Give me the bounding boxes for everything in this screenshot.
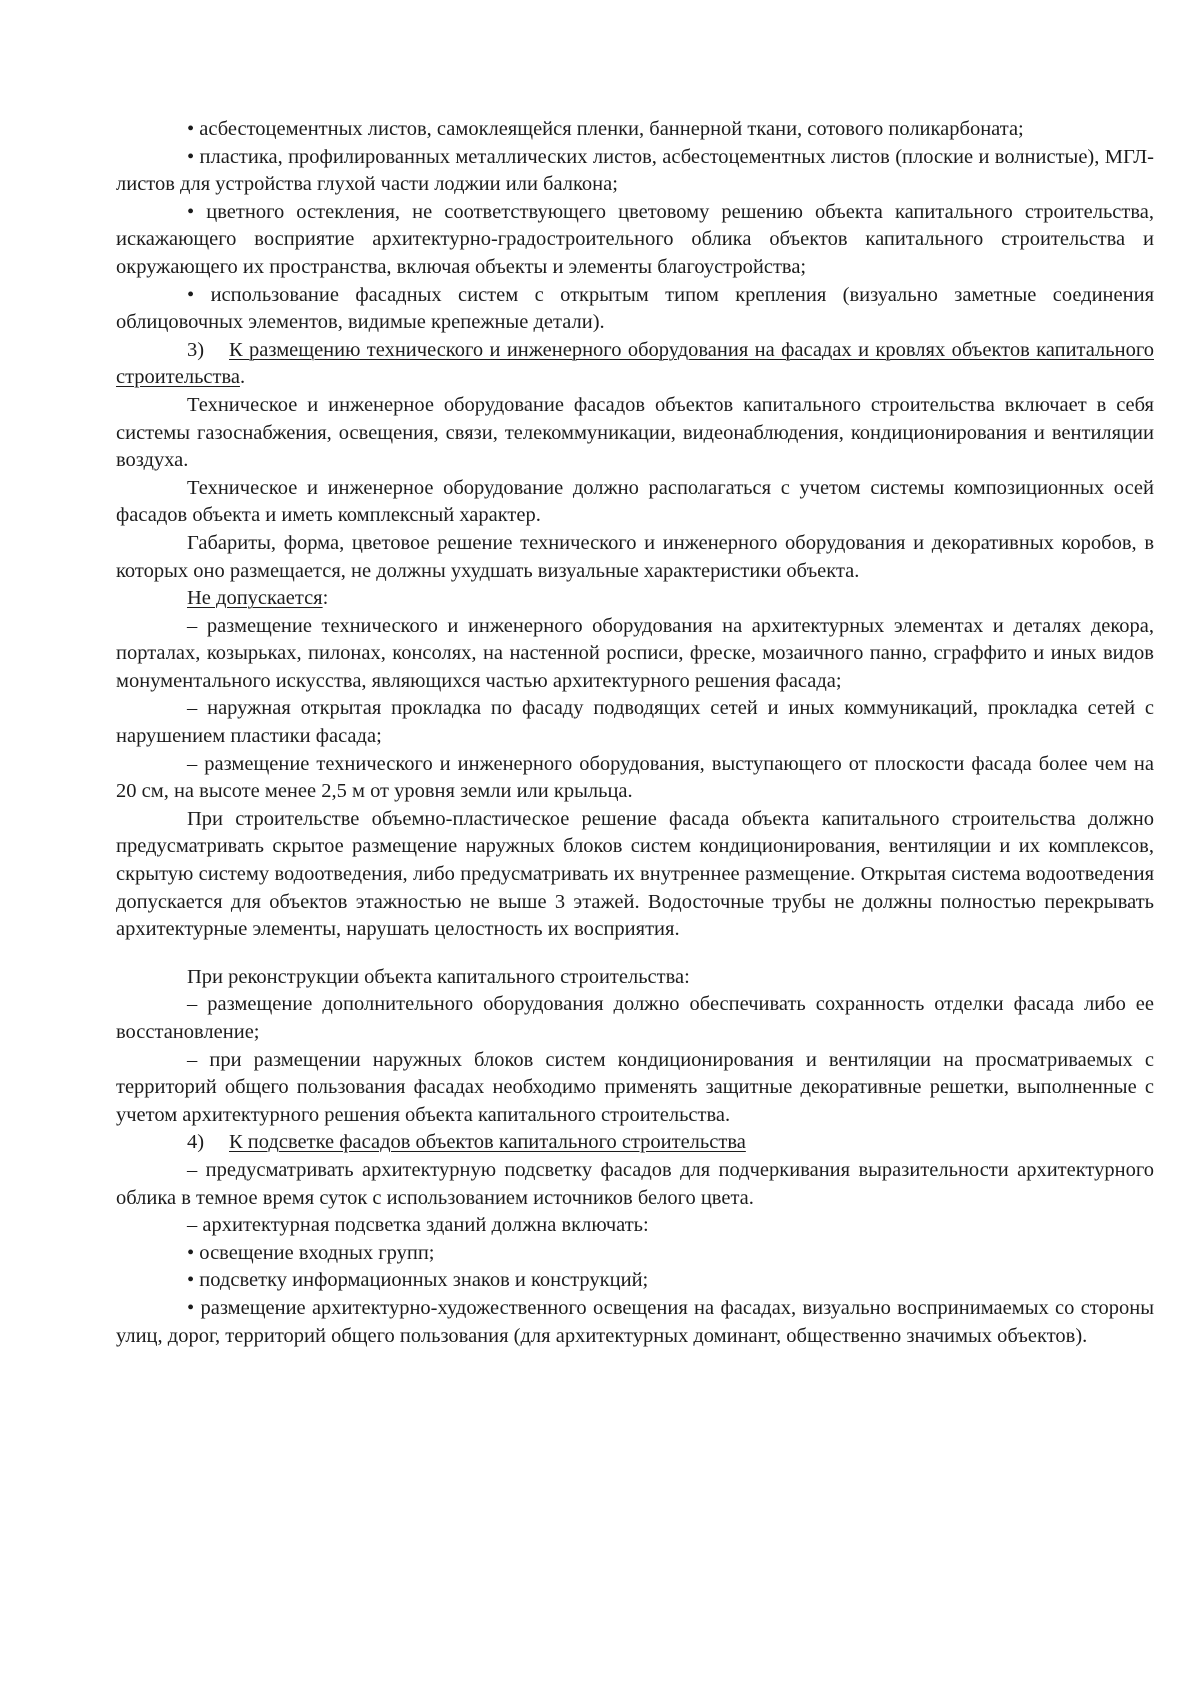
section-3-heading	[116, 337, 1154, 392]
reconstruction-item-1: – размещение дополнительного оборудования должно обеспечивать сохранность отделки фасада либо ее восстановление;	[116, 993, 1154, 1043]
reconstruction-item-2: – при размещении наружных блоков систем кондиционирования и вентиляции на просматриваемых с территорий общего пользования фасадах необходимо применять защитные декоративные решетки, выполненные с учетом архитектурного решения объекта капитального строительства.	[116, 1048, 1154, 1126]
section-3-number: 3)	[187, 338, 205, 361]
material-item-1: • асбестоцементных листов, самоклеящейся пленки, баннерной ткани, сотового поликарбоната;	[187, 118, 1024, 140]
section-4-heading-text: К подсветке фасадов объектов капитального строительства	[229, 1131, 746, 1154]
material-item-3: • цветного остекления, не соответствующего цветовому решению объекта капитального строительства, искажающего восприятие архитектурно-градостроительного облика объектов капитального строительства и окружающего их пространства, включая объекты и элементы благоустройства;	[116, 200, 1154, 278]
not-allowed-text: Не допускается	[187, 587, 323, 610]
section-4-number: 4)	[187, 1131, 205, 1154]
not-allowed-label	[116, 585, 1154, 613]
not-allowed-item-2: – наружная открытая прокладка по фасаду подводящих сетей и иных коммуникаций, прокладка сетей с нарушением пластики фасада;	[116, 697, 1154, 748]
section-3-heading-text: К размещению технического и инженерного оборудования на фасадах и кровлях объектов капитального строительства	[116, 338, 1154, 389]
section-3-paragraph-3: Габариты, форма, цветовое решение технического и инженерного оборудования и декоративных коробов, в которых оно размещается, не должны ухудшать визуальные характеристики объекта.	[116, 531, 1154, 582]
section-3-paragraph-1: Техническое и инженерное оборудование фасадов объектов капитального строительства включает в себя системы газоснабжения, освещения, связи, телекоммуникации, видеонаблюдения, кондиционирования и вентиляции воздуха.	[116, 393, 1154, 472]
lighting-item-4: • подсветку информационных знаков и конструкций;	[187, 1269, 649, 1292]
paragraph-gap	[116, 944, 1154, 964]
section-4-heading	[116, 1129, 1154, 1157]
material-item-2: • пластика, профилированных металлических листов, асбестоцементных листов (плоские и волнистые), МГЛ-листов для устройства глухой части лоджии или балкона;	[116, 145, 1154, 196]
material-item-4: • использование фасадных систем с открытым типом крепления (визуально заметные соединения облицовочных элементов, видимые крепежные детали).	[116, 283, 1154, 334]
lighting-item-1: – предусматривать архитектурную подсветку фасадов для подчеркивания выразительности архитектурного облика в темное время суток с использованием источников белого цвета.	[116, 1158, 1154, 1209]
document-page	[116, 116, 1154, 1350]
lighting-item-3: • освещение входных групп;	[187, 1241, 435, 1264]
section-3-paragraph-2: Техническое и инженерное оборудование должно располагаться с учетом системы композиционных осей фасадов объекта и иметь комплексный характер.	[116, 476, 1154, 527]
not-allowed-item-1: – размещение технического и инженерного оборудования на архитектурных элементах и деталях декора, порталах, козырьках, пилонах, консолях, на настенной росписи, фреске, мозаичного панно, сграффито и иных видов монументального искусства, являющихся частью архитектурного решения фасада;	[116, 614, 1154, 692]
not-allowed-item-3: – размещение технического и инженерного оборудования, выступающего от плоскости фасада более чем на 20 см, на высоте менее 2,5 м от уровня земли или крыльца.	[116, 752, 1154, 803]
lighting-item-2: – архитектурная подсветка зданий должна включать:	[187, 1214, 649, 1237]
section-3-heading-end: .	[239, 366, 246, 389]
not-allowed-colon: :	[322, 587, 329, 610]
construction-paragraph: При строительстве объемно-пластическое решение фасада объекта капитального строительства должно предусматривать скрытое размещение наружных блоков систем кондиционирования, вентиляции и их комплексов, скрытую систему водоотведения, либо предусматривать их внутреннее размещение. Открытая система водоотведения допускается для объектов этажностью не выше 3 этажей. Водосточные трубы не должны полностью перекрывать архитектурные элементы, нарушать целостность их восприятия.	[116, 807, 1154, 941]
reconstruction-intro: При реконструкции объекта капитального строительства:	[187, 965, 690, 988]
lighting-item-5: • размещение архитектурно-художественного освещения на фасадах, визуально воспринимаемых со стороны улиц, дорог, территорий общего пользования (для архитектурных доминант, общественно значимых объектов).	[116, 1296, 1154, 1347]
